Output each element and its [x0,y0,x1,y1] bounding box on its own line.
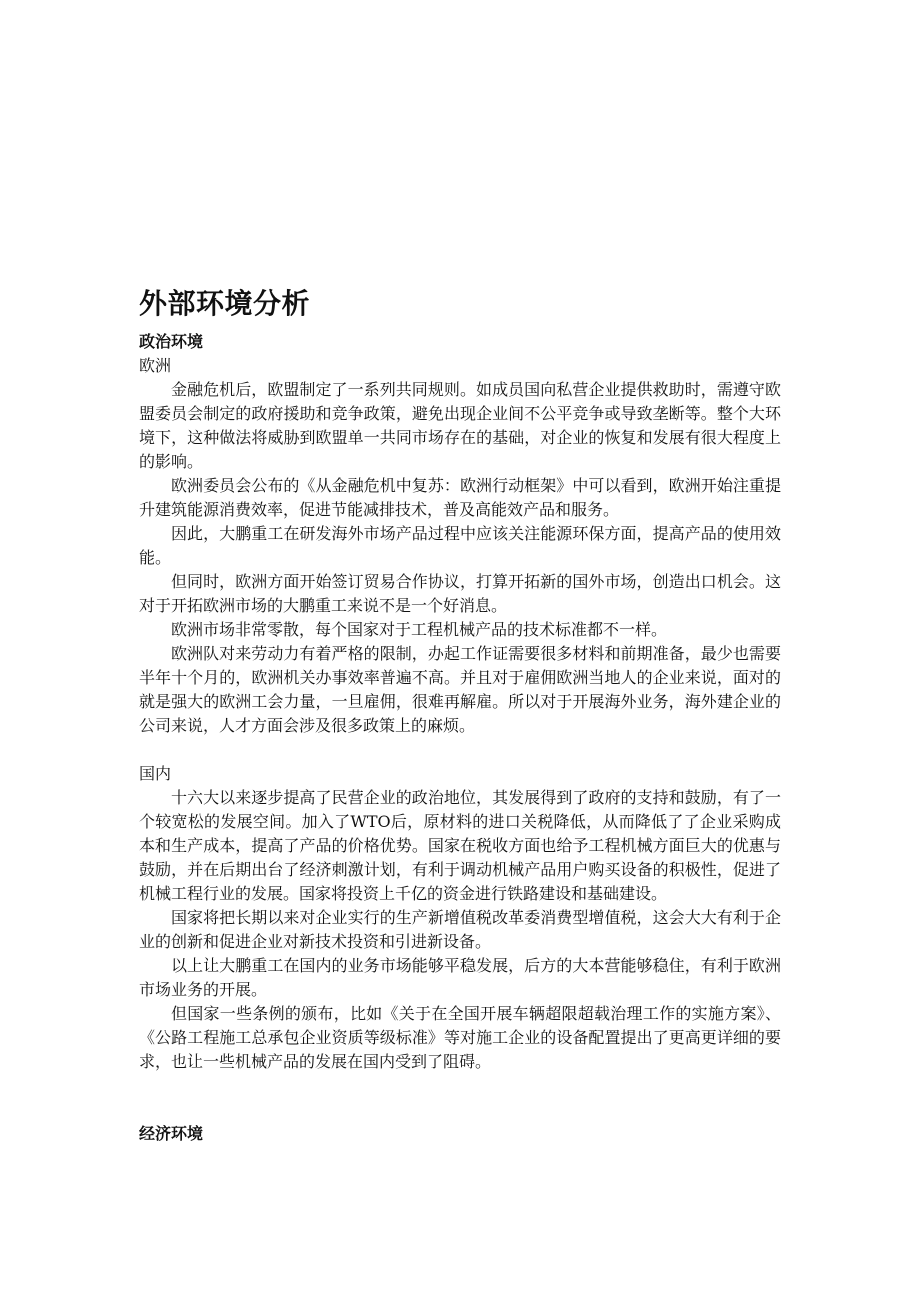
paragraph: 国家将把长期以来对企业实行的生产新增值税改革委消费型增值税，这会大大有利于企业的创新和促进企业对新技术投资和引进新设备。 [139,908,781,951]
blank-lines [139,1074,781,1122]
paragraph: 但国家一些条例的颁布，比如《关于在全国开展车辆超限超载治理工作的实施方案》、《公路工程施工总承包企业资质等级标准》等对施工企业的设备配置提出了更高更详细的要求，也让一些机械产品的发展在国内受到了阻碍。 [139,1004,781,1071]
subsection-label-europe: 欧洲 [139,356,172,375]
paragraph: 以上让大鹏重工在国内的业务市场能够平稳发展，后方的大本营能够稳住，有利于欧洲市场业务的开展。 [139,956,781,999]
paragraph: 欧洲委员会公布的《从金融危机中复苏：欧洲行动框架》中可以看到，欧洲开始注重提升建筑能源消费效率，促进节能减排技术，普及高能效产品和服务。 [139,476,781,519]
subsection-europe [139,354,781,738]
document-page [139,284,781,1146]
blank-line [139,738,781,762]
subsection-label-domestic: 国内 [139,764,172,783]
page-title: 外部环境分析 [139,287,311,320]
section-heading-political: 政治环境 [139,332,204,351]
paragraph: 欧洲队对来劳动力有着严格的限制，办起工作证需要很多材料和前期准备，最少也需要半年十个月的，欧洲机关办事效率普遍不高。并且对于雇佣欧洲当地人的企业来说，面对的就是强大的欧洲工会力量，一旦雇佣，很难再解雇。所以对于开展海外业务，海外建企业的公司来说，人才方面会涉及很多政策上的麻烦。 [139,644,781,735]
section-heading-economic: 经济环境 [139,1124,204,1143]
paragraph: 但同时，欧洲方面开始签订贸易合作协议，打算开拓新的国外市场，创造出口机会。这对于开拓欧洲市场的大鹏重工来说不是一个好消息。 [139,572,781,615]
paragraph: 因此，大鹏重工在研发海外市场产品过程中应该关注能源环保方面，提高产品的使用效能。 [139,524,781,567]
subsection-domestic [139,762,781,1074]
paragraph: 欧洲市场非常零散，每个国家对于工程机械产品的技术标准都不一样。 [171,620,668,639]
paragraph: 十六大以来逐步提高了民营企业的政治地位，其发展得到了政府的支持和鼓励，有了一个较宽松的发展空间。加入了WTO后，原材料的进口关税降低，从而降低了了企业采购成本和生产成本，提高了产品的价格优势。国家在税收方面也给予工程机械方面巨大的优惠与鼓励，并在后期出台了经济刺激计划，有利于调动机械产品用户购买设备的积极性，促进了机械工程行业的发展。国家将投资上千亿的资金进行铁路建设和基础建设。 [139,788,781,903]
paragraph: 金融危机后，欧盟制定了一系列共同规则。如成员国向私营企业提供救助时，需遵守欧盟委员会制定的政府援助和竞争政策，避免出现企业间不公平竞争或导致垄断等。整个大环境下，这种做法将威胁到欧盟单一共同市场存在的基础，对企业的恢复和发展有很大程度上的影响。 [139,380,781,471]
